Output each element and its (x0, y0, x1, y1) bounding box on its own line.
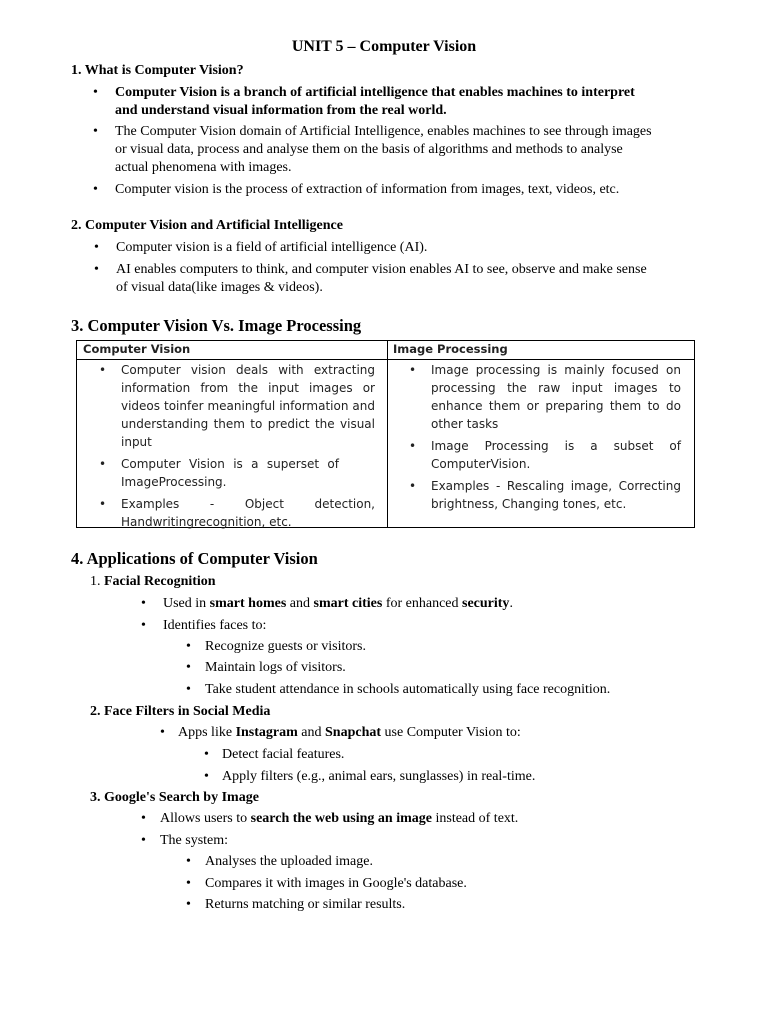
bullet-icon: • (93, 85, 98, 100)
table-item: • Examples - Rescaling image, Correcting brightness, Changing tones, etc. (405, 477, 681, 513)
app-1-heading: 1. Facial Recognition (90, 574, 216, 589)
table-item: • Computer vision deals with extracting information from the input images or videos toinfer meaningful information and understanding them to predict the visual input (95, 361, 375, 451)
table-column-divider (387, 341, 388, 527)
app-3-heading: 3. Google's Search by Image (90, 790, 259, 805)
app-3-bullet-2: • The system: (141, 833, 229, 848)
bullet-icon: • (94, 240, 99, 255)
app-2-heading: 2. Face Filters in Social Media (90, 704, 271, 719)
s2-bullet-1: • Computer vision is a field of artificial intelligence (AI). (94, 240, 428, 255)
bullet-icon: • (99, 457, 107, 471)
app-2-sub-2: • Apply filters (e.g., animal ears, sunglasses) in real-time. (204, 769, 536, 784)
app-1-bullet-2: • Identifies faces to: (141, 618, 267, 633)
app-3-bullet-1: • Allows users to search the web using an image instead of text. (141, 811, 519, 826)
bullet-icon: • (204, 747, 209, 762)
bullet-icon: • (141, 811, 146, 826)
comparison-table (76, 340, 695, 528)
table-item: • Image Processing is a subset of ComputerVision. (405, 437, 681, 473)
bullet-icon: • (186, 682, 191, 697)
table-item: • Image processing is mainly focused on processing the raw input images to enhance them or preparing them to do other tasks (405, 361, 681, 433)
s1-bullet-1: • Computer Vision is a branch of artificial intelligence that enables machines to interpret and understand visual information from the real world. (93, 85, 635, 118)
bullet-icon: • (186, 897, 191, 912)
bullet-icon: • (99, 363, 107, 377)
bullet-icon: • (93, 182, 98, 197)
app-1-bullet-1: • Used in smart homes and smart cities for enhanced security. (141, 596, 513, 611)
s2-bullet-2: • AI enables computers to think, and computer vision enables AI to see, observe and make sense of visual data(like images & videos). (94, 262, 647, 295)
app-3-sub-2: • Compares it with images in Google's database. (186, 876, 467, 891)
bullet-icon: • (204, 769, 209, 784)
table-header-computer-vision: Computer Vision (83, 342, 191, 356)
section-2-heading: 2. Computer Vision and Artificial Intelligence (71, 218, 343, 233)
bullet-icon: • (99, 497, 107, 511)
bullet-icon: • (94, 262, 99, 277)
bullet-icon: • (186, 639, 191, 654)
section-4-heading: 4. Applications of Computer Vision (71, 549, 318, 568)
app-1-sub-1: • Recognize guests or visitors. (186, 639, 366, 654)
bullet-icon: • (93, 124, 98, 139)
table-col-image-processing (405, 361, 681, 517)
bullet-icon: • (186, 854, 191, 869)
table-col-computer-vision (95, 361, 375, 535)
s1-bullet-2: • The Computer Vision domain of Artificial Intelligence, enables machines to see through images or visual data, process and analyse them on the basis of algorithms and methods to analyse actual phenomena with images. (93, 124, 652, 175)
app-1-sub-3: • Take student attendance in schools automatically using face recognition. (186, 682, 611, 697)
bullet-icon: • (409, 439, 417, 453)
table-item: • Computer Vision is a superset of ImageProcessing. (95, 455, 375, 491)
section-3-heading: 3. Computer Vision Vs. Image Processing (71, 316, 362, 335)
bullet-icon: • (409, 479, 417, 493)
section-1-heading: 1. What is Computer Vision? (71, 63, 244, 78)
bullet-icon: • (186, 876, 191, 891)
bullet-icon: • (186, 660, 191, 675)
bullet-icon: • (160, 725, 165, 740)
bullet-icon: • (141, 596, 146, 611)
app-2-bullet-1: • Apps like Instagram and Snapchat use Computer Vision to: (160, 725, 521, 740)
app-3-sub-1: • Analyses the uploaded image. (186, 854, 373, 869)
app-2-sub-1: • Detect facial features. (204, 747, 345, 762)
bullet-icon: • (409, 363, 417, 377)
table-item: • Examples - Object detection, Handwritingrecognition, etc. (95, 495, 375, 531)
table-header-image-processing: Image Processing (393, 342, 508, 356)
page-title: UNIT 5 – Computer Vision (291, 38, 477, 55)
app-1-sub-2: • Maintain logs of visitors. (186, 660, 346, 675)
bullet-icon: • (141, 833, 146, 848)
s1-bullet-3: • Computer vision is the process of extraction of information from images, text, videos, etc. (93, 182, 620, 197)
app-3-sub-3: • Returns matching or similar results. (186, 897, 406, 912)
bullet-icon: • (141, 618, 146, 633)
